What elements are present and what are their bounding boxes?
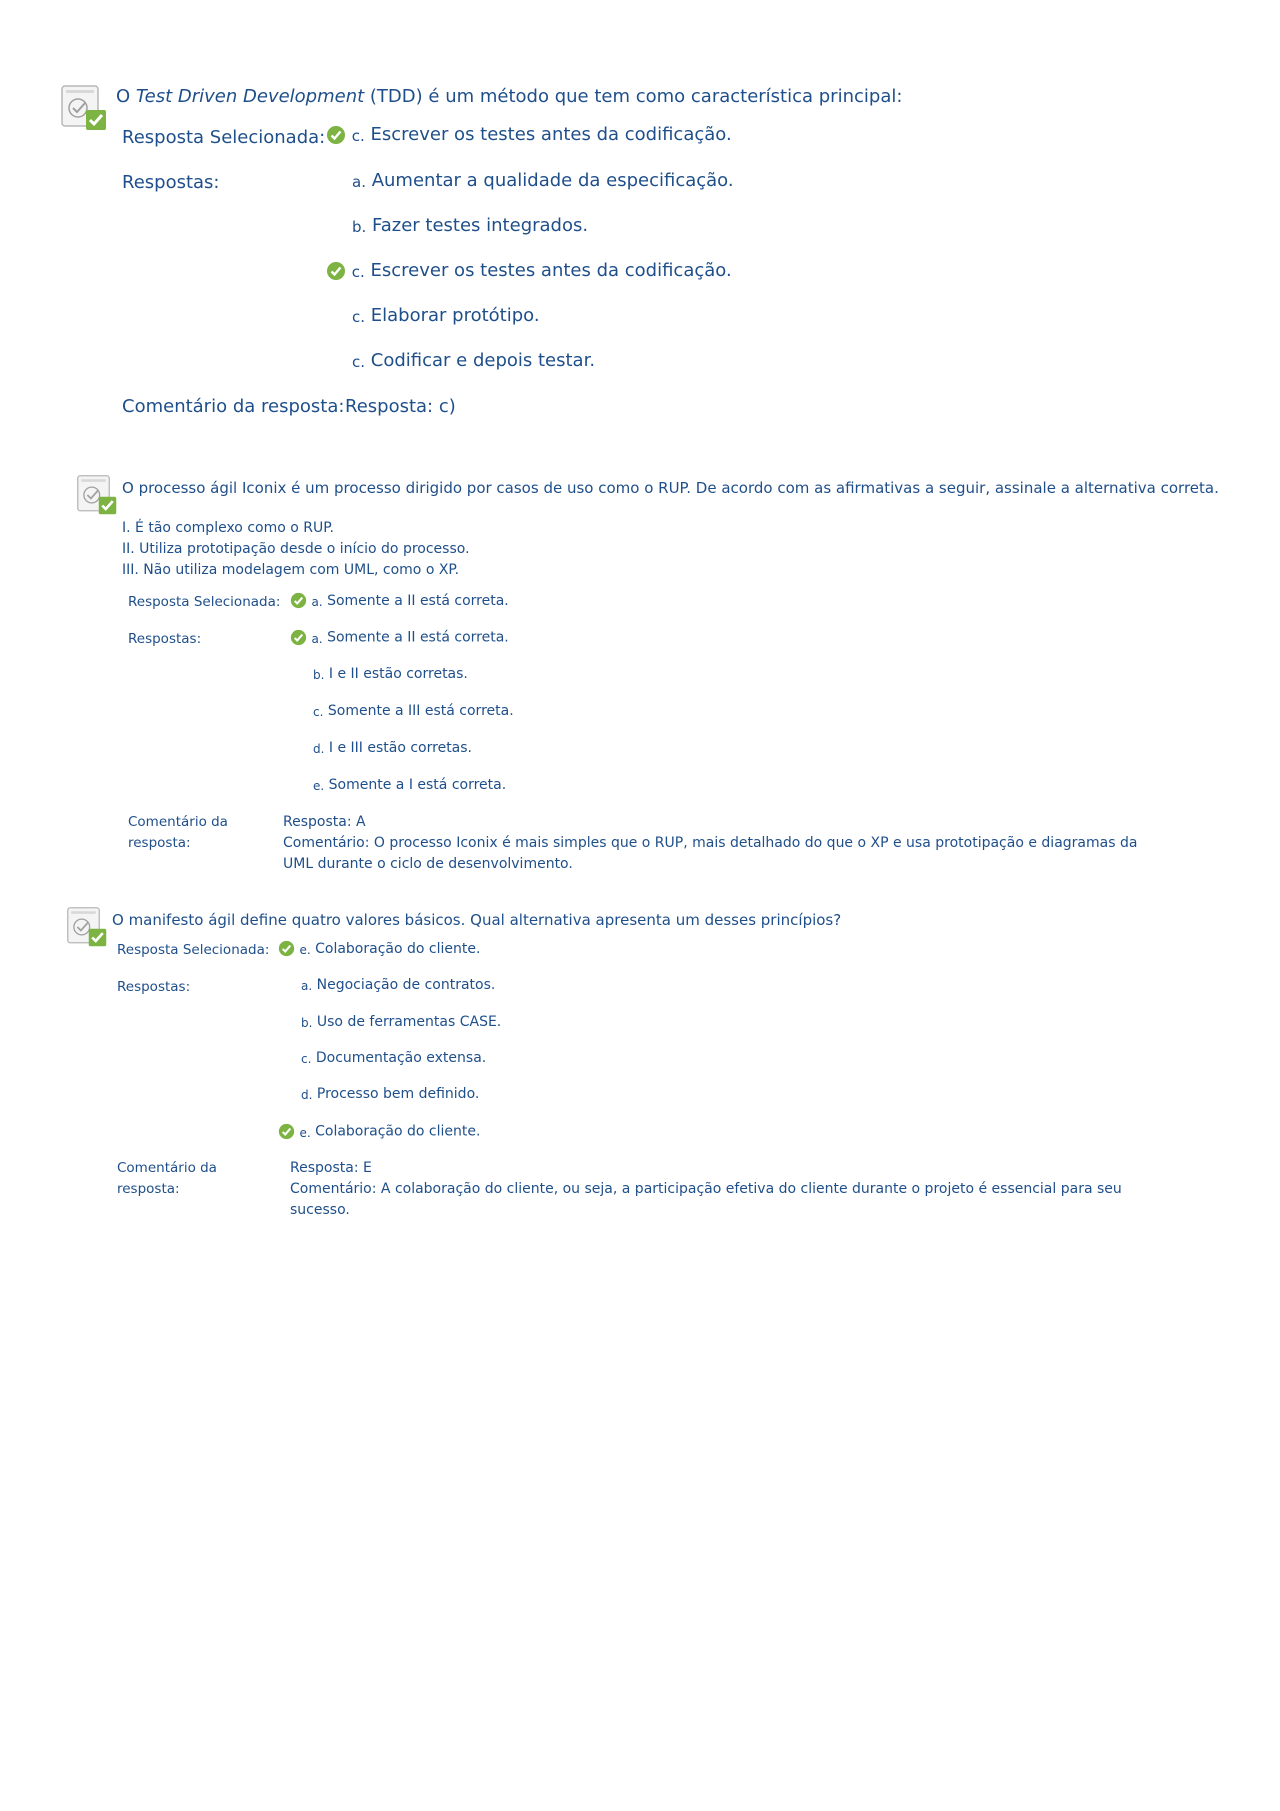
correct-check-icon	[290, 629, 307, 646]
selected-answer-label: Resposta Selecionada:	[117, 942, 270, 958]
answer-option: b. I e II estão corretas.	[313, 666, 468, 682]
answer-option: a. Aumentar a qualidade da especificação.	[352, 170, 734, 191]
question-prompt: O Test Driven Development (TDD) é um método que tem como característica principal:	[116, 86, 903, 107]
selected-answer: a. Somente a II está correta.	[290, 592, 509, 609]
correct-check-icon	[290, 592, 307, 609]
statement: III. Não utiliza modelagem com UML, como o XP.	[122, 562, 460, 578]
comment-label: Comentário da	[128, 814, 228, 830]
selected-answer-label: Resposta Selecionada:	[128, 594, 281, 610]
answer-option: e. Somente a I está correta.	[313, 777, 507, 793]
question-correct-icon	[60, 84, 108, 132]
comment-label: resposta:	[117, 1181, 180, 1197]
question-prompt: O manifesto ágil define quatro valores básicos. Qual alternativa apresenta um desses princípios?	[112, 911, 842, 929]
answer-option-correct: c. Escrever os testes antes da codificação.	[326, 260, 732, 281]
correct-check-icon	[326, 125, 346, 145]
correct-check-icon	[326, 261, 346, 281]
correct-check-icon	[278, 940, 295, 957]
selected-answer-label: Resposta Selecionada:	[122, 127, 326, 148]
answers-label: Respostas:	[117, 979, 191, 995]
answers-label: Respostas:	[128, 631, 202, 647]
answer-option: c. Somente a III está correta.	[313, 703, 514, 719]
comment-label: resposta:	[128, 835, 191, 851]
answer-option: b. Fazer testes integrados.	[352, 215, 589, 236]
question-correct-icon	[66, 906, 108, 948]
comment-label: Comentário da resposta:	[122, 396, 345, 417]
comment-text: UML durante o ciclo de desenvolvimento.	[283, 856, 573, 872]
question-prompt: O processo ágil Iconix é um processo dirigido por casos de uso como o RUP. De acordo com as afirmativas a seguir, assinale a alternativa correta.	[122, 479, 1219, 497]
comment-text: Resposta: E	[290, 1160, 372, 1176]
selected-answer: e. Colaboração do cliente.	[278, 940, 480, 957]
statement: I. É tão complexo como o RUP.	[122, 520, 334, 536]
answer-option: a. Negociação de contratos.	[301, 977, 496, 993]
selected-answer: c. Escrever os testes antes da codificação.	[326, 124, 732, 145]
answer-option: c. Documentação extensa.	[301, 1050, 487, 1066]
comment-text: Comentário: O processo Iconix é mais simples que o RUP, mais detalhado do que o XP e usa prototipação e diagramas da	[283, 835, 1138, 851]
answer-option: d. I e III estão corretas.	[313, 740, 473, 756]
answer-option-correct: e. Colaboração do cliente.	[278, 1123, 480, 1140]
comment-text: sucesso.	[290, 1202, 350, 1218]
comment-text: Resposta: c)	[345, 396, 456, 417]
answer-option: c. Elaborar protótipo.	[352, 305, 540, 326]
answer-option-correct: a. Somente a II está correta.	[290, 629, 509, 646]
statement: II. Utiliza prototipação desde o início do processo.	[122, 541, 470, 557]
answer-option: b. Uso de ferramentas CASE.	[301, 1014, 502, 1030]
comment-text: Resposta: A	[283, 814, 366, 830]
answer-option: c. Codificar e depois testar.	[352, 350, 596, 371]
comment-text: Comentário: A colaboração do cliente, ou seja, a participação efetiva do cliente durante o projeto é essencial para seu	[290, 1181, 1122, 1197]
answer-option: d. Processo bem definido.	[301, 1086, 480, 1102]
question-correct-icon	[76, 474, 118, 516]
comment-label: Comentário da	[117, 1160, 217, 1176]
answers-label: Respostas:	[122, 172, 220, 193]
correct-check-icon	[278, 1123, 295, 1140]
